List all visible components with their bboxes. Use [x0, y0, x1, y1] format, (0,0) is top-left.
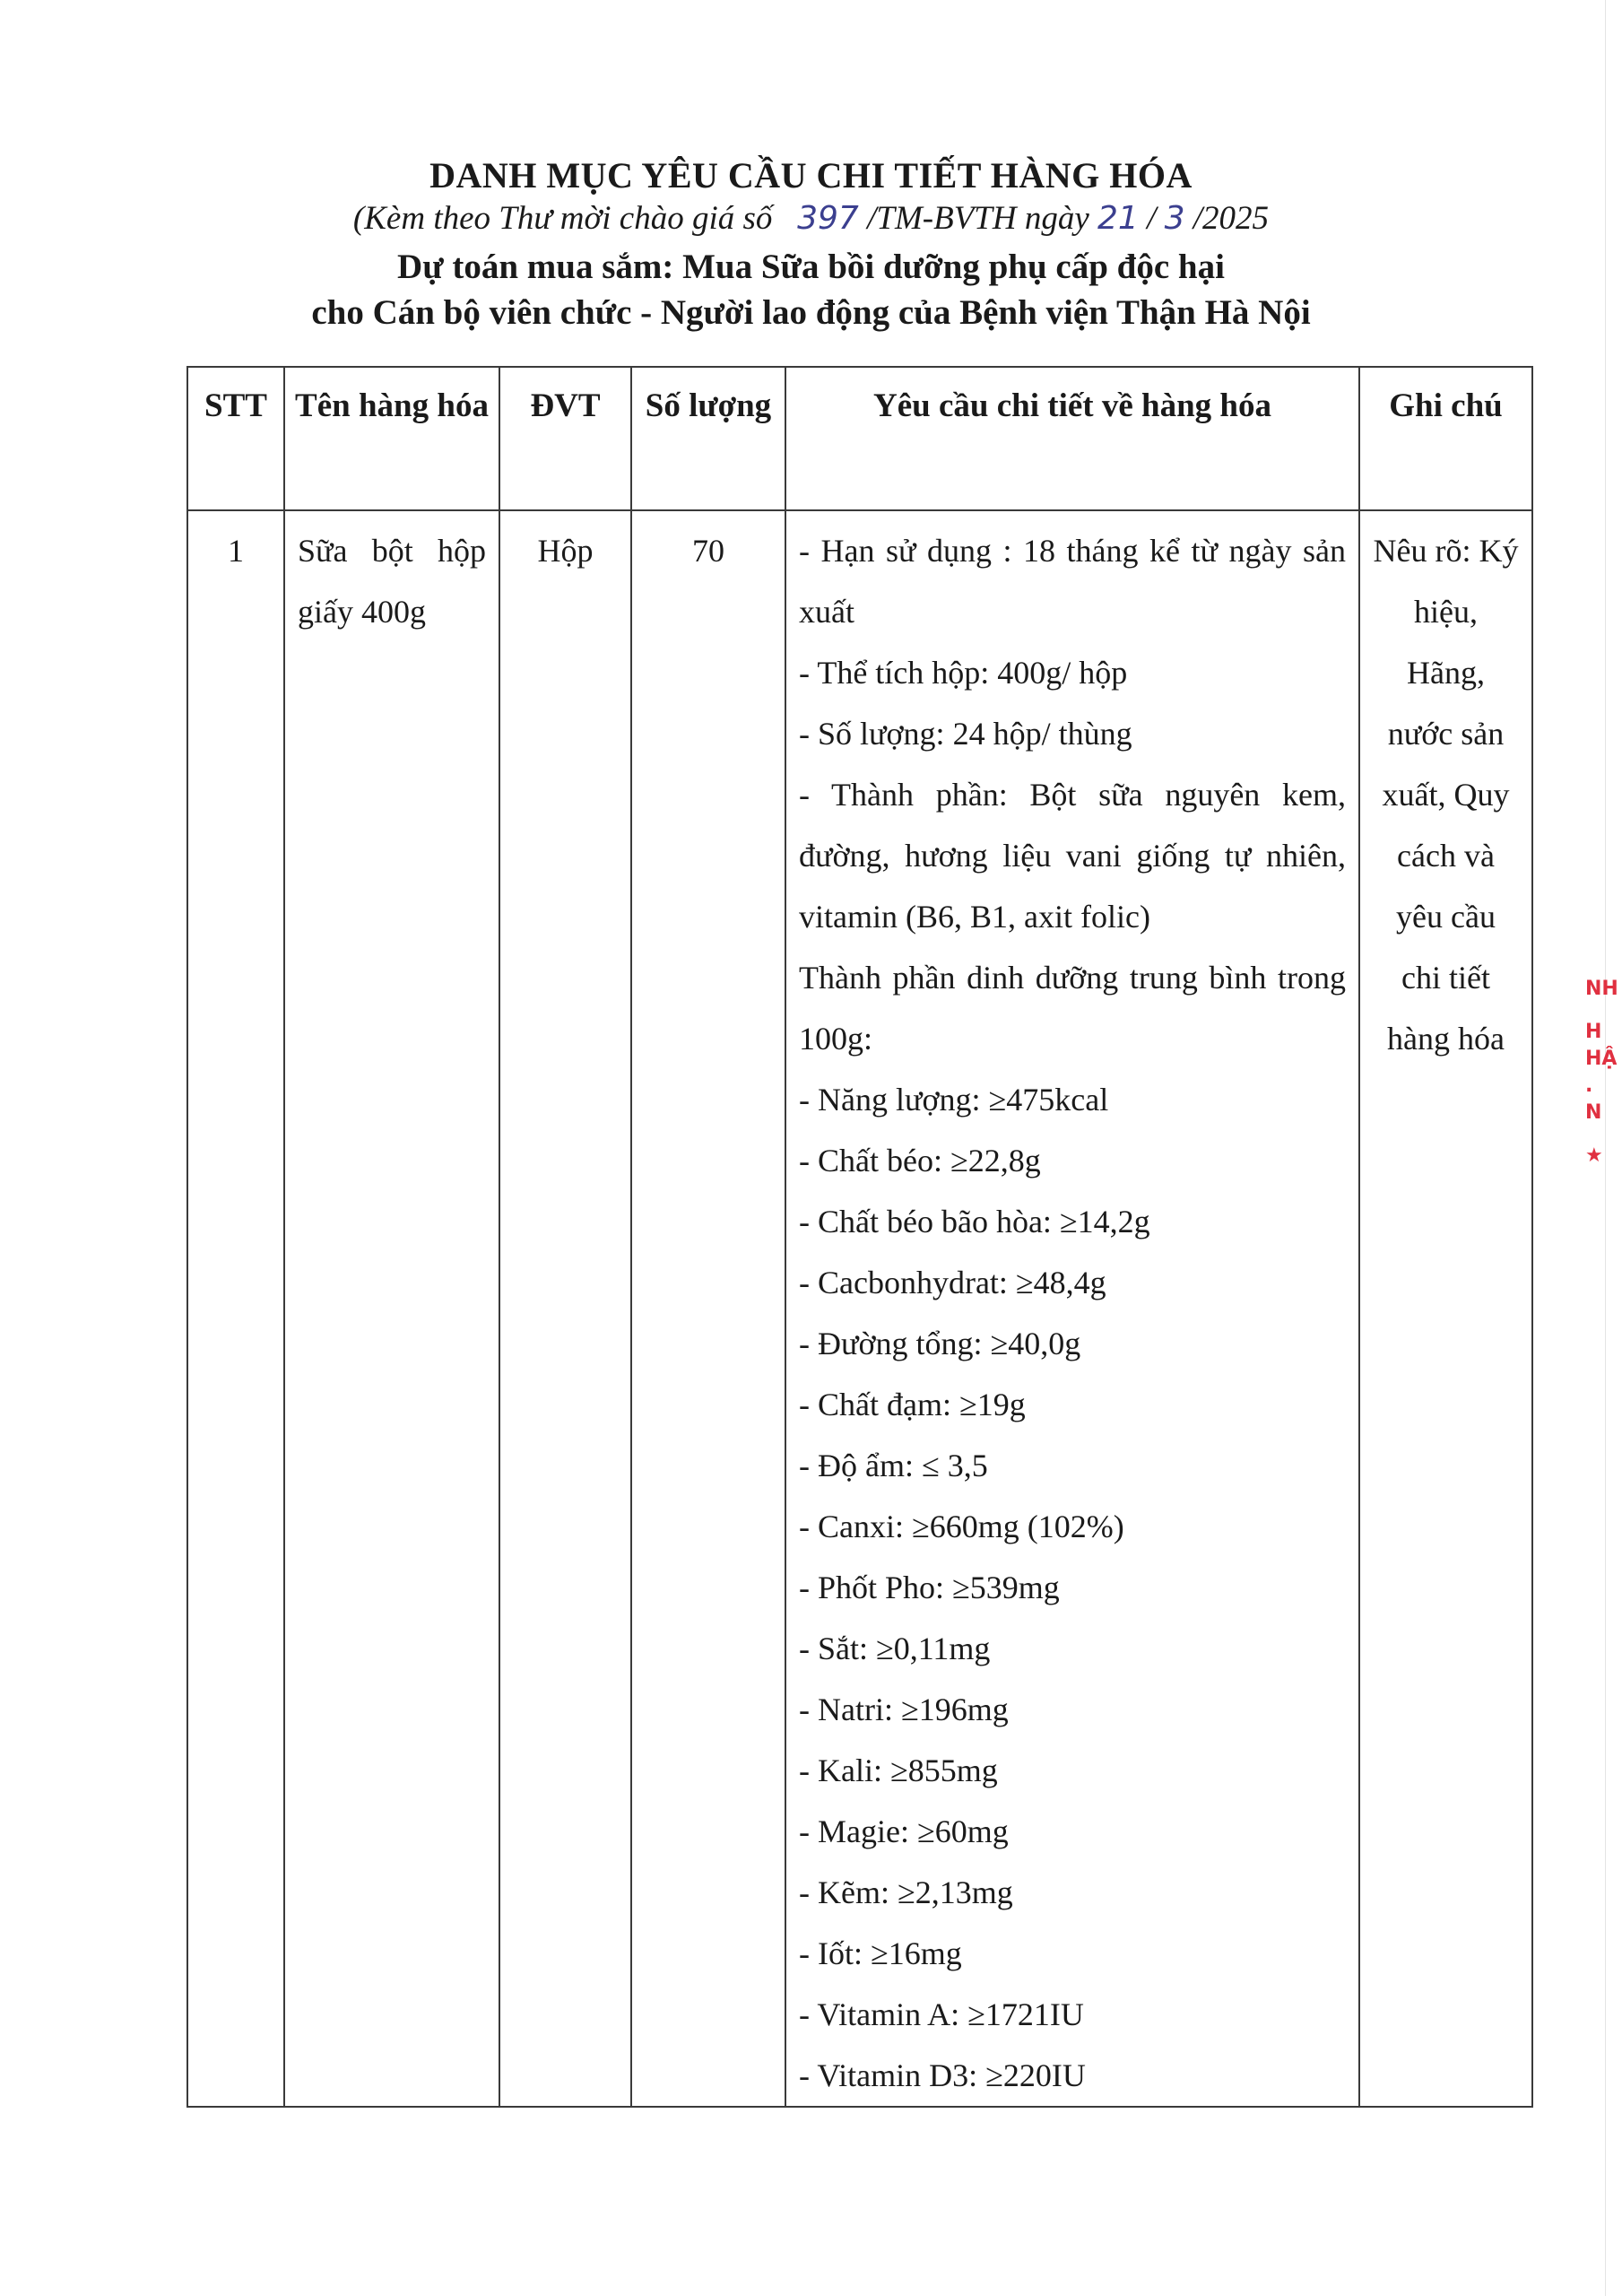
cell-stt: 1	[187, 510, 284, 2107]
table-header-row	[187, 367, 1532, 510]
goods-table	[186, 366, 1533, 2108]
handwritten-letter-number: 397	[797, 200, 859, 237]
nutrition-item: - Vitamin D3: ≥220IU	[799, 2057, 1086, 2093]
req-ingredients: - Thành phần: Bột sữa nguyên kem, đường, hương liệu vani giống tự nhiên, vitamin (B6, B1, axit folic)	[799, 777, 1346, 935]
nutrition-item: - Magie: ≥60mg	[799, 1813, 1009, 1849]
date-separator: /	[1147, 200, 1157, 237]
cell-requirements	[785, 510, 1359, 2107]
header-name: Tên hàng hóa	[284, 367, 499, 510]
nutrition-item: - Iốt: ≥16mg	[799, 1935, 962, 1971]
header-unit: ĐVT	[499, 367, 631, 510]
stamp-text: . N	[1585, 1074, 1602, 1124]
handwritten-day: 21	[1097, 200, 1139, 237]
header-qty: Số lượng	[631, 367, 785, 510]
nutrition-item: - Chất đạm: ≥19g	[799, 1387, 1026, 1422]
header-stt: STT	[187, 367, 284, 510]
nutrition-item: - Phốt Pho: ≥539mg	[799, 1570, 1060, 1605]
nutrition-item: - Vitamin A: ≥1721IU	[799, 1996, 1084, 2032]
req-count: - Số lượng: 24 hộp/ thùng	[799, 716, 1132, 752]
nutrition-item: - Chất béo bão hòa: ≥14,2g	[799, 1204, 1150, 1239]
document-title: DANH MỤC YÊU CẦU CHI TIẾT HÀNG HÓA	[429, 155, 1193, 196]
nutrition-item: - Kali: ≥855mg	[799, 1752, 998, 1788]
nutrition-item: - Kẽm: ≥2,13mg	[799, 1874, 1013, 1910]
cell-name: Sữa bột hộp giấy 400g	[284, 510, 499, 2107]
cell-unit: Hộp	[499, 510, 631, 2107]
nutrition-item: - Chất béo: ≥22,8g	[799, 1143, 1041, 1178]
cell-note: Nêu rõ: Ký hiệu, Hãng, nước sản xuất, Quy cách và yêu cầu chi tiết hàng hóa	[1359, 510, 1532, 2107]
document-subtitle	[0, 199, 1622, 238]
stamp-text: HẬ	[1585, 1048, 1618, 1070]
table-row	[187, 510, 1532, 2107]
req-volume: - Thể tích hộp: 400g/ hộp	[799, 655, 1128, 691]
subtitle-prefix: (Kèm theo Thư mời chào giá số	[352, 200, 773, 237]
nutrition-item: - Natri: ≥196mg	[799, 1692, 1009, 1727]
header-requirements: Yêu cầu chi tiết về hàng hóa	[785, 367, 1359, 510]
nutrition-item: - Đường tổng: ≥40,0g	[799, 1326, 1081, 1361]
stamp-text: NH	[1585, 978, 1618, 1000]
document-purpose-line1: Dự toán mua sắm: Mua Sữa bồi dưỡng phụ cấp độc hại	[397, 248, 1225, 286]
nutrition-item: - Cacbonhydrat: ≥48,4g	[799, 1265, 1106, 1300]
handwritten-month: 3	[1164, 200, 1185, 237]
header-note: Ghi chú	[1359, 367, 1532, 510]
cell-qty: 70	[631, 510, 785, 2107]
nutrition-item: - Năng lượng: ≥475kcal	[799, 1082, 1109, 1118]
document-purpose-line2: cho Cán bộ viên chức - Người lao động của Bệnh viện Thận Hà Nội	[311, 293, 1311, 332]
req-nutrition-intro: Thành phần dinh dưỡng trung bình trong 100g:	[799, 960, 1346, 1057]
red-stamp-fragment	[1585, 976, 1616, 1245]
nutrition-item: - Canxi: ≥660mg (102%)	[799, 1509, 1124, 1544]
stamp-text: H	[1585, 1021, 1602, 1043]
subtitle-year: /2025	[1193, 200, 1270, 237]
req-expiry: - Hạn sử dụng : 18 tháng kể từ ngày sản xuất	[799, 533, 1346, 630]
stamp-star-icon: ★	[1585, 1144, 1603, 1167]
nutrition-item: - Sắt: ≥0,11mg	[799, 1631, 991, 1666]
subtitle-mid: /TM-BVTH ngày	[867, 200, 1089, 237]
nutrition-item: - Độ ẩm: ≤ 3,5	[799, 1448, 988, 1483]
